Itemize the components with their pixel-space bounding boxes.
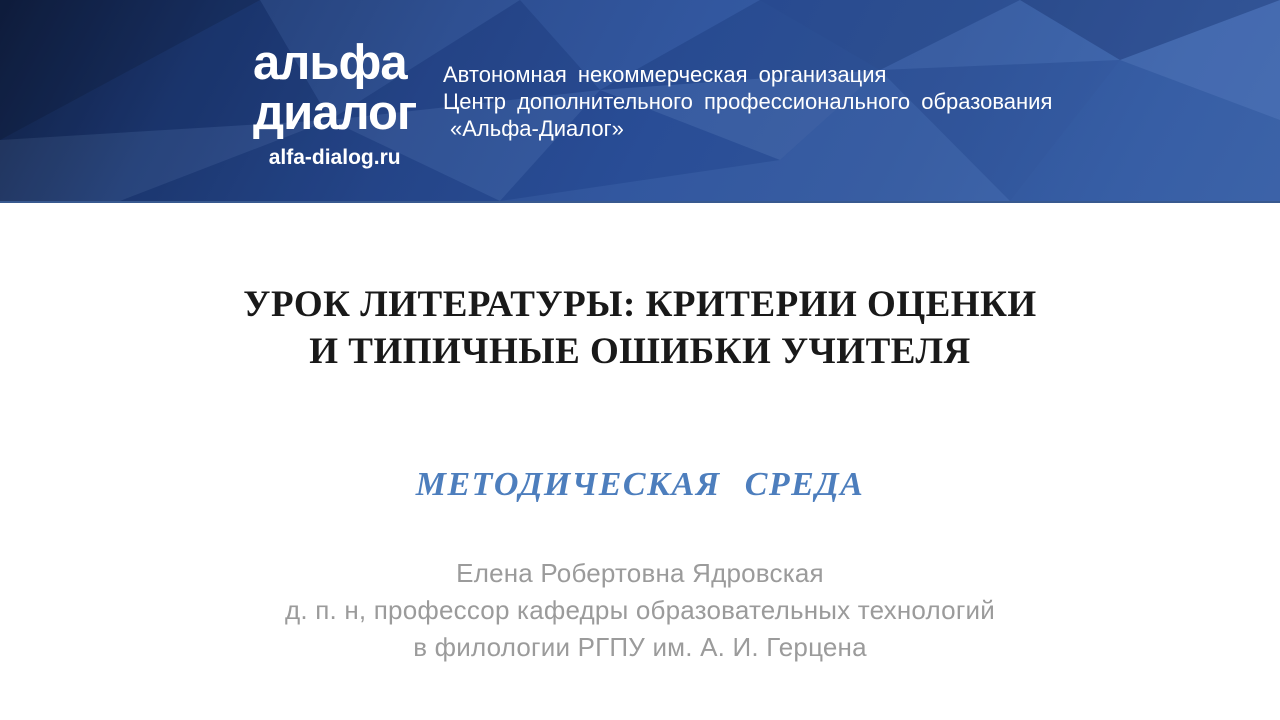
slide-title: [0, 281, 1280, 375]
organization-text: [443, 61, 1052, 142]
alfa-dialog-logo: [253, 38, 416, 170]
header-band: [0, 0, 1280, 203]
author-name: Елена Робертовна Ядровская: [456, 558, 824, 588]
author-credentials-line-2: в филологии РГПУ им. А. И. Герцена: [413, 632, 867, 662]
slide-title-line-1: УРОК ЛИТЕРАТУРЫ: КРИТЕРИИ ОЦЕНКИ: [243, 284, 1037, 325]
logo-website: alfa-dialog.ru: [268, 146, 401, 169]
organization-line-2: Центр дополнительного профессионального образования: [443, 89, 1053, 114]
organization-line-3: «Альфа-Диалог»: [450, 116, 624, 141]
organization-line-1: Автономная некоммерческая организация: [443, 62, 887, 87]
author-block: [0, 555, 1280, 666]
author-credentials-line-1: д. п. н, профессор кафедры образовательных технологий: [285, 595, 995, 625]
slide-subtitle: МЕТОДИЧЕСКАЯ СРЕДА: [415, 466, 865, 503]
logo-word-dialog: диалог: [253, 86, 417, 140]
slide-title-line-2: И ТИПИЧНЫЕ ОШИБКИ УЧИТЕЛЯ: [309, 331, 971, 372]
logo-word-alfa: альфа: [253, 36, 407, 90]
